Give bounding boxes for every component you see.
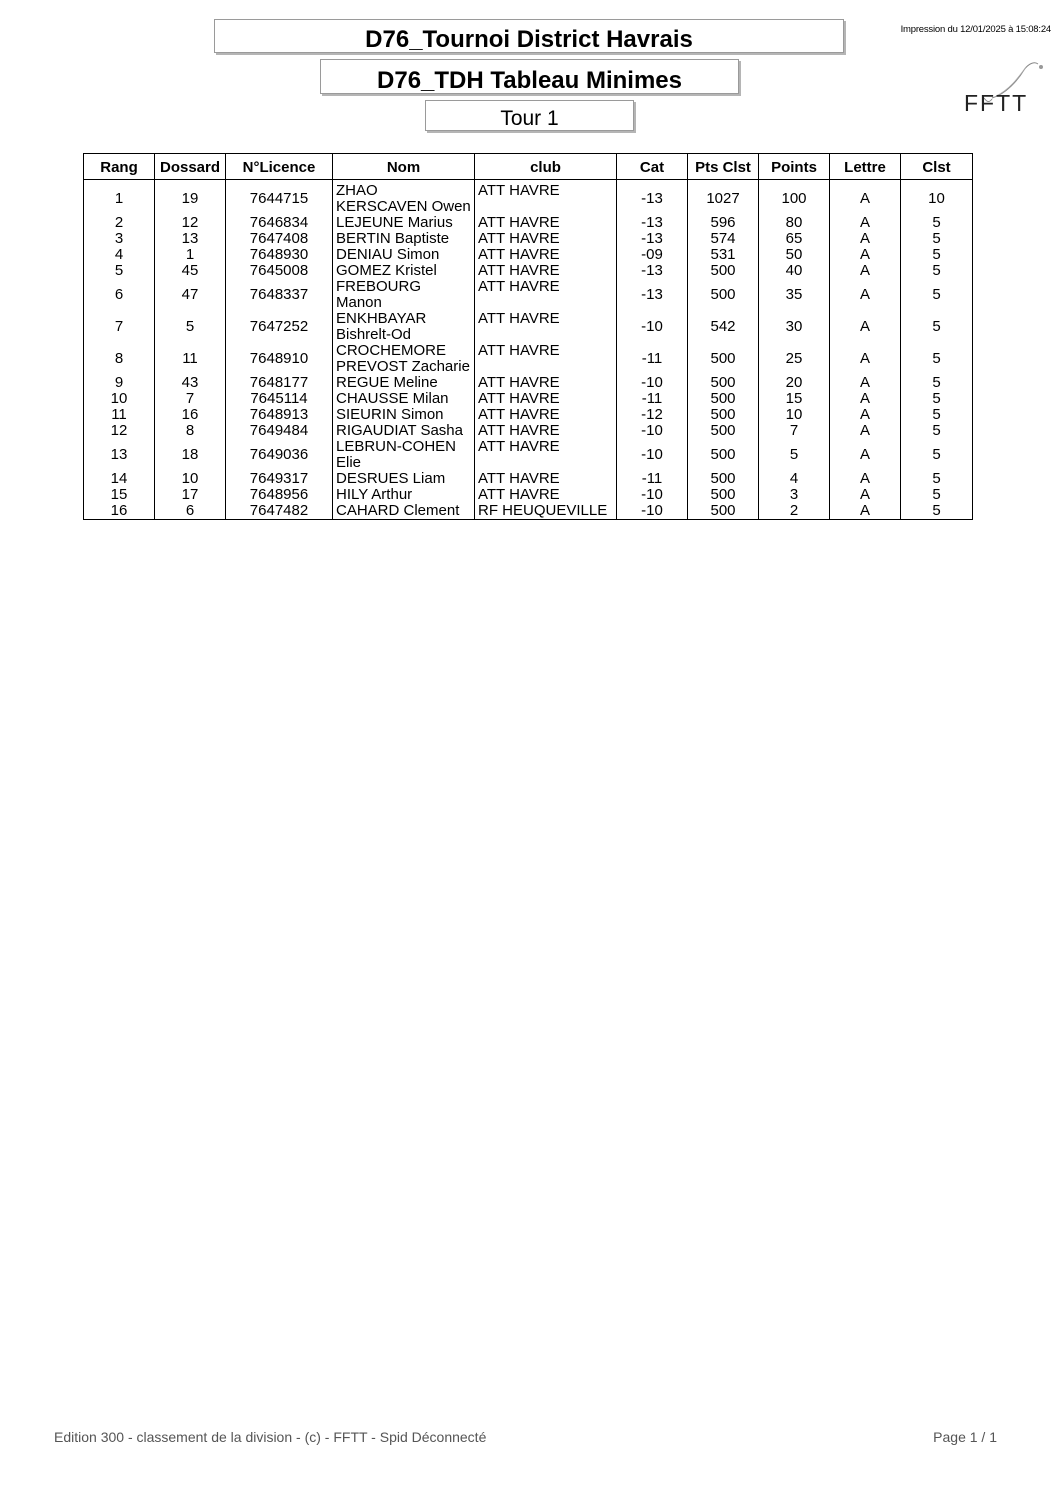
cell-points: 2 — [759, 503, 830, 520]
cell-club: ATT HAVRE — [475, 180, 617, 216]
cell-name: ENKHBAYAR Bishrelt-Od — [333, 311, 475, 343]
cell-rank: 13 — [84, 439, 155, 471]
cell-letter: A — [830, 391, 901, 407]
cell-letter: A — [830, 423, 901, 439]
cell-category: -09 — [617, 247, 688, 263]
table-header-row — [84, 154, 973, 180]
cell-rank: 1 — [84, 180, 155, 216]
cell-name: LEBRUN-COHEN Elie — [333, 439, 475, 471]
cell-category: -10 — [617, 375, 688, 391]
cell-ranking-points: 500 — [688, 471, 759, 487]
cell-rank: 2 — [84, 215, 155, 231]
table-body — [84, 180, 973, 520]
cell-club: ATT HAVRE — [475, 343, 617, 375]
table-row — [84, 180, 973, 216]
cell-clst: 5 — [901, 423, 973, 439]
table-row — [84, 391, 973, 407]
cell-bib: 19 — [155, 180, 226, 216]
cell-rank: 5 — [84, 263, 155, 279]
table-row — [84, 439, 973, 471]
cell-clst: 5 — [901, 471, 973, 487]
cell-club: ATT HAVRE — [475, 231, 617, 247]
cell-letter: A — [830, 503, 901, 520]
table-row — [84, 407, 973, 423]
cell-name: HILY Arthur — [333, 487, 475, 503]
cell-letter: A — [830, 471, 901, 487]
cell-club: ATT HAVRE — [475, 423, 617, 439]
cell-clst: 5 — [901, 439, 973, 471]
results-table — [83, 153, 973, 520]
cell-points: 7 — [759, 423, 830, 439]
cell-bib: 7 — [155, 391, 226, 407]
cell-ranking-points: 574 — [688, 231, 759, 247]
cell-category: -11 — [617, 471, 688, 487]
cell-clst: 5 — [901, 375, 973, 391]
column-header-name: Nom — [333, 154, 475, 180]
cell-points: 80 — [759, 215, 830, 231]
cell-club: RF HEUQUEVILLE — [475, 503, 617, 520]
cell-letter: A — [830, 279, 901, 311]
cell-name: SIEURIN Simon — [333, 407, 475, 423]
cell-rank: 8 — [84, 343, 155, 375]
column-header-bib: Dossard — [155, 154, 226, 180]
cell-points: 3 — [759, 487, 830, 503]
cell-bib: 16 — [155, 407, 226, 423]
cell-ranking-points: 500 — [688, 487, 759, 503]
cell-ranking-points: 500 — [688, 375, 759, 391]
cell-license: 7649317 — [226, 471, 333, 487]
table-subtitle: D76_TDH Tableau Minimes — [320, 59, 739, 94]
cell-license: 7645008 — [226, 263, 333, 279]
logo-text: FFTT — [964, 90, 1029, 116]
cell-letter: A — [830, 263, 901, 279]
cell-rank: 3 — [84, 231, 155, 247]
cell-bib: 12 — [155, 215, 226, 231]
cell-category: -13 — [617, 231, 688, 247]
cell-bib: 5 — [155, 311, 226, 343]
column-header-rank: Rang — [84, 154, 155, 180]
cell-ranking-points: 500 — [688, 503, 759, 520]
cell-license: 7648910 — [226, 343, 333, 375]
cell-rank: 9 — [84, 375, 155, 391]
cell-points: 35 — [759, 279, 830, 311]
cell-category: -13 — [617, 180, 688, 216]
cell-category: -10 — [617, 439, 688, 471]
cell-ranking-points: 531 — [688, 247, 759, 263]
cell-category: -13 — [617, 279, 688, 311]
cell-club: ATT HAVRE — [475, 311, 617, 343]
cell-license: 7645114 — [226, 391, 333, 407]
cell-points: 40 — [759, 263, 830, 279]
cell-letter: A — [830, 375, 901, 391]
cell-letter: A — [830, 231, 901, 247]
cell-club: ATT HAVRE — [475, 247, 617, 263]
table-row — [84, 247, 973, 263]
cell-bib: 10 — [155, 471, 226, 487]
cell-license: 7648177 — [226, 375, 333, 391]
cell-license: 7646834 — [226, 215, 333, 231]
cell-category: -11 — [617, 343, 688, 375]
cell-name: REGUE Meline — [333, 375, 475, 391]
table-row — [84, 487, 973, 503]
cell-license: 7649484 — [226, 423, 333, 439]
cell-club: ATT HAVRE — [475, 439, 617, 471]
tournament-title: D76_Tournoi District Havrais — [214, 19, 844, 53]
cell-license: 7648913 — [226, 407, 333, 423]
cell-letter: A — [830, 311, 901, 343]
cell-category: -13 — [617, 215, 688, 231]
cell-license: 7648930 — [226, 247, 333, 263]
print-date: Impression du 12/01/2025 à 15:08:24 — [900, 24, 1051, 35]
cell-rank: 10 — [84, 391, 155, 407]
cell-points: 4 — [759, 471, 830, 487]
cell-category: -12 — [617, 407, 688, 423]
cell-clst: 5 — [901, 279, 973, 311]
cell-bib: 1 — [155, 247, 226, 263]
table-row — [84, 343, 973, 375]
table-row — [84, 471, 973, 487]
cell-points: 100 — [759, 180, 830, 216]
footer-page-number: Page 1 / 1 — [933, 1429, 997, 1445]
cell-ranking-points: 500 — [688, 407, 759, 423]
cell-license: 7644715 — [226, 180, 333, 216]
column-header-club: club — [475, 154, 617, 180]
cell-name: CROCHEMORE PREVOST Zacharie — [333, 343, 475, 375]
cell-clst: 5 — [901, 503, 973, 520]
cell-rank: 14 — [84, 471, 155, 487]
cell-clst: 5 — [901, 407, 973, 423]
cell-license: 7648337 — [226, 279, 333, 311]
cell-license: 7648956 — [226, 487, 333, 503]
cell-clst: 5 — [901, 247, 973, 263]
cell-rank: 11 — [84, 407, 155, 423]
column-header-points: Points — [759, 154, 830, 180]
cell-club: ATT HAVRE — [475, 407, 617, 423]
cell-name: DENIAU Simon — [333, 247, 475, 263]
column-header-category: Cat — [617, 154, 688, 180]
cell-rank: 4 — [84, 247, 155, 263]
cell-letter: A — [830, 487, 901, 503]
cell-bib: 8 — [155, 423, 226, 439]
cell-letter: A — [830, 407, 901, 423]
cell-bib: 45 — [155, 263, 226, 279]
cell-club: ATT HAVRE — [475, 279, 617, 311]
table-row — [84, 311, 973, 343]
cell-category: -10 — [617, 423, 688, 439]
cell-bib: 47 — [155, 279, 226, 311]
cell-name: CHAUSSE Milan — [333, 391, 475, 407]
table-row — [84, 279, 973, 311]
round-label: Tour 1 — [425, 100, 634, 131]
cell-ranking-points: 500 — [688, 439, 759, 471]
cell-bib: 43 — [155, 375, 226, 391]
cell-name: BERTIN Baptiste — [333, 231, 475, 247]
cell-category: -11 — [617, 391, 688, 407]
cell-name: RIGAUDIAT Sasha — [333, 423, 475, 439]
cell-clst: 5 — [901, 311, 973, 343]
cell-ranking-points: 1027 — [688, 180, 759, 216]
cell-clst: 10 — [901, 180, 973, 216]
cell-clst: 5 — [901, 263, 973, 279]
cell-name: ZHAO KERSCAVEN Owen — [333, 180, 475, 216]
cell-rank: 15 — [84, 487, 155, 503]
cell-rank: 6 — [84, 279, 155, 311]
table-row — [84, 503, 973, 520]
cell-club: ATT HAVRE — [475, 487, 617, 503]
cell-clst: 5 — [901, 391, 973, 407]
cell-letter: A — [830, 343, 901, 375]
cell-rank: 7 — [84, 311, 155, 343]
table-row — [84, 423, 973, 439]
cell-points: 5 — [759, 439, 830, 471]
column-header-clst: Clst — [901, 154, 973, 180]
cell-rank: 12 — [84, 423, 155, 439]
cell-ranking-points: 500 — [688, 279, 759, 311]
cell-club: ATT HAVRE — [475, 375, 617, 391]
cell-bib: 17 — [155, 487, 226, 503]
cell-points: 65 — [759, 231, 830, 247]
cell-name: CAHARD Clement — [333, 503, 475, 520]
cell-club: ATT HAVRE — [475, 471, 617, 487]
cell-clst: 5 — [901, 215, 973, 231]
cell-bib: 11 — [155, 343, 226, 375]
cell-points: 50 — [759, 247, 830, 263]
table-row — [84, 215, 973, 231]
cell-category: -10 — [617, 487, 688, 503]
cell-name: GOMEZ Kristel — [333, 263, 475, 279]
cell-points: 30 — [759, 311, 830, 343]
cell-club: ATT HAVRE — [475, 263, 617, 279]
cell-name: DESRUES Liam — [333, 471, 475, 487]
cell-license: 7647252 — [226, 311, 333, 343]
cell-club: ATT HAVRE — [475, 391, 617, 407]
table-row — [84, 263, 973, 279]
cell-name: FREBOURG Manon — [333, 279, 475, 311]
cell-ranking-points: 500 — [688, 391, 759, 407]
footer-edition: Edition 300 - classement de la division - (c) - FFTT - Spid Déconnecté — [54, 1429, 487, 1445]
cell-points: 25 — [759, 343, 830, 375]
cell-letter: A — [830, 247, 901, 263]
cell-letter: A — [830, 215, 901, 231]
table-row — [84, 231, 973, 247]
cell-bib: 6 — [155, 503, 226, 520]
cell-name: LEJEUNE Marius — [333, 215, 475, 231]
cell-clst: 5 — [901, 231, 973, 247]
column-header-ranking-points: Pts Clst — [688, 154, 759, 180]
column-header-license: N°Licence — [226, 154, 333, 180]
cell-category: -13 — [617, 263, 688, 279]
cell-license: 7649036 — [226, 439, 333, 471]
column-header-letter: Lettre — [830, 154, 901, 180]
cell-ranking-points: 500 — [688, 263, 759, 279]
cell-letter: A — [830, 439, 901, 471]
cell-ranking-points: 542 — [688, 311, 759, 343]
cell-club: ATT HAVRE — [475, 215, 617, 231]
cell-clst: 5 — [901, 343, 973, 375]
cell-category: -10 — [617, 311, 688, 343]
cell-license: 7647482 — [226, 503, 333, 520]
cell-letter: A — [830, 180, 901, 216]
cell-rank: 16 — [84, 503, 155, 520]
cell-bib: 18 — [155, 439, 226, 471]
cell-clst: 5 — [901, 487, 973, 503]
cell-bib: 13 — [155, 231, 226, 247]
cell-ranking-points: 500 — [688, 423, 759, 439]
cell-category: -10 — [617, 503, 688, 520]
cell-ranking-points: 500 — [688, 343, 759, 375]
cell-points: 20 — [759, 375, 830, 391]
fftt-logo — [962, 58, 1054, 116]
cell-points: 15 — [759, 391, 830, 407]
cell-license: 7647408 — [226, 231, 333, 247]
cell-ranking-points: 596 — [688, 215, 759, 231]
table-row — [84, 375, 973, 391]
cell-points: 10 — [759, 407, 830, 423]
